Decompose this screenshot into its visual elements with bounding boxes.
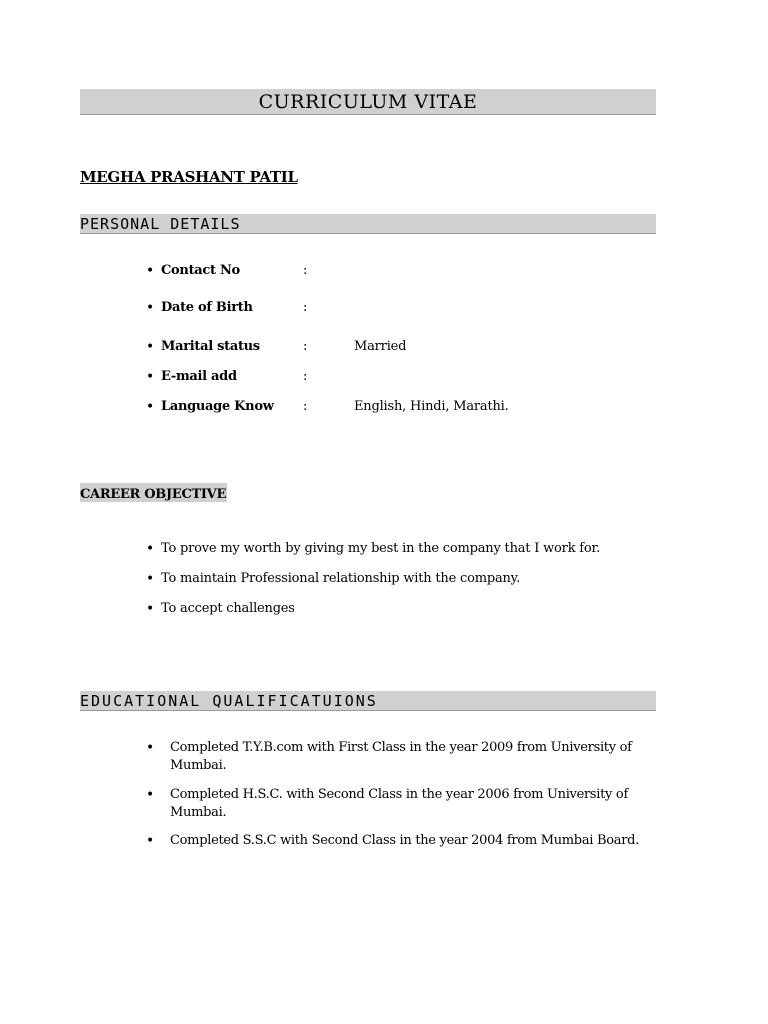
detail-separator: : [303,339,308,354]
detail-label: Date of Birth [161,300,253,315]
education-text: Completed H.S.C. with Second Class in the year 2006 from University of Mumbai. [170,787,628,820]
objective-text: To accept challenges [161,601,295,616]
objective-item [146,570,520,588]
bullet: • [146,263,155,279]
education-text: Completed T.Y.B.com with First Class in the year 2009 from University of Mumbai. [170,740,632,773]
bullet: • [146,787,154,803]
bullet: • [146,300,155,316]
objective-item [146,600,295,618]
detail-label: Language Know [161,399,274,414]
detail-separator: : [303,369,308,384]
education-item [146,786,656,822]
document-title: CURRICULUM VITAE [258,91,478,113]
bullet: • [146,740,154,756]
title-banner [80,89,656,115]
bullet: • [146,369,155,385]
candidate-name: MEGHA PRASHANT PATIL [80,168,298,186]
objective-text: To prove my worth by giving my best in the company that I work for. [161,541,601,556]
career-objective-heading: CAREER OBJECTIVE [80,487,227,502]
personal-details-heading: PERSONAL DETAILS [80,215,241,233]
bullet: • [146,571,155,587]
detail-label: Contact No [161,263,240,278]
bullet: • [146,399,155,415]
objective-text: To maintain Professional relationship with the company. [161,571,521,586]
education-text: Completed S.S.C with Second Class in the year 2004 from Mumbai Board. [170,833,639,848]
detail-label: Marital status [161,339,260,354]
education-item [146,739,656,775]
detail-separator: : [303,300,308,315]
bullet: • [146,601,155,617]
objective-item [146,540,600,558]
bullet: • [146,541,155,557]
detail-separator: : [303,399,308,414]
personal-details-header [80,214,656,234]
detail-value: English, Hindi, Marathi. [354,399,509,414]
education-heading: EDUCATIONAL QUALIFICATUIONS [80,692,378,710]
career-objective-header [80,483,227,502]
bullet: • [146,833,154,849]
detail-value: Married [354,339,407,354]
detail-separator: : [303,263,308,278]
bullet: • [146,339,155,355]
education-item [146,832,656,850]
detail-label: E-mail add [161,369,237,384]
education-header [80,691,656,711]
